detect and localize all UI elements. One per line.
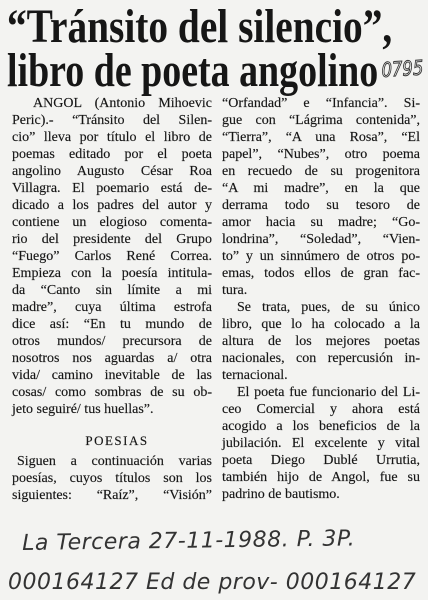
text-line: libro, que lo ha colocado a la xyxy=(222,317,420,332)
text-line: madre”, cuya última estrofa xyxy=(12,300,212,315)
text-line: “A mi madre”, en la que xyxy=(222,181,420,196)
text-line: “Tierra”, “A una Rosa”, “El xyxy=(222,130,420,145)
text-line: Se trata, pues, de su único xyxy=(237,300,420,315)
text-line: “Fuego” Carlos René Correa. xyxy=(12,249,212,264)
text-line: Empieza con la poesía intitula- xyxy=(12,266,212,281)
text-line: papel”, “Nubes”, otro poema xyxy=(222,147,420,162)
text-line: “Orfandad” e “Infancia”. Si- xyxy=(222,96,420,111)
article-paragraph xyxy=(12,95,212,418)
text-line: vida/ camino inevitable de las xyxy=(12,368,212,383)
text-line: nacionales, con repercusión in- xyxy=(222,351,420,366)
text-line: acogido a los beneficios de la xyxy=(222,419,420,434)
text-line: ANGOL (Antonio Mihoevic xyxy=(33,96,212,111)
article-paragraph xyxy=(222,299,420,384)
text-line: derrama todo su tesoro de xyxy=(222,198,420,213)
text-line: to” y un sinnúmero de otros po- xyxy=(222,249,420,264)
handwritten-archive-code: 000164127 Ed de prov- 000164127 xyxy=(8,570,417,595)
article-paragraph xyxy=(222,95,420,299)
text-line: El poeta fue funcionario del Li- xyxy=(237,385,420,400)
text-line: poeta Diego Dublé Urrutia, xyxy=(222,453,420,468)
section-subheading: POESIAS xyxy=(85,433,149,448)
text-line: Peric).- “Tránsito del Silen- xyxy=(12,113,212,128)
text-line: también hijo de Angol, fue su xyxy=(222,470,420,485)
text-line: Villagra. El poemario está de- xyxy=(12,181,212,196)
headline-line-1: “Tránsito del silencio”, xyxy=(7,0,393,53)
text-line: dice así: “En tu mundo de xyxy=(12,317,212,332)
article-paragraph xyxy=(222,384,420,503)
article-paragraph xyxy=(12,453,212,504)
text-line: poesías, cuyos títulos son los xyxy=(12,471,212,486)
text-line: amor hacia su madre; “Go- xyxy=(222,215,420,230)
text-line: angolino Augusto César Roa xyxy=(12,164,212,179)
text-line: emas, todos ellos de gran fac- xyxy=(222,266,420,281)
right-column xyxy=(222,95,420,503)
text-line: cosas/ como sombras de su ob- xyxy=(12,385,212,400)
text-line: gue con “Lágrima contenida”, xyxy=(222,113,420,128)
text-line: en recuedo de su progenitora xyxy=(222,164,420,179)
left-column xyxy=(12,95,212,504)
text-line: otros mundos/ precursora de xyxy=(12,334,212,349)
text-line: padrino de bautismo. xyxy=(222,487,340,502)
text-line: Siguen a continuación varias xyxy=(17,454,212,469)
text-line: rio del presidente del Grupo xyxy=(12,232,212,247)
text-line: nosotros nos aguardas a/ otra xyxy=(12,351,212,366)
text-line: da “Canto sin límite a mi xyxy=(12,283,212,298)
text-line: jeto seguiré/ tus huellas”. xyxy=(12,402,154,417)
handwritten-archive-number: 0795 xyxy=(381,55,424,82)
text-line: cio” lleva por título el libro de xyxy=(12,130,212,145)
handwritten-source-note: La Tercera 27-11-1988. P. 3P. xyxy=(22,526,356,556)
text-line: dicado a los padres del autor y xyxy=(12,198,212,213)
text-line: contiene un elogioso comenta- xyxy=(12,215,212,230)
text-line: poemas editado por el poeta xyxy=(12,147,212,162)
text-line: londrina”, “Soledad”, “Vien- xyxy=(222,232,420,247)
text-line: altura de los mejores poetas xyxy=(222,334,420,349)
text-line: siguientes: “Raíz”, “Visión” xyxy=(12,488,212,503)
text-line: jubilación. El excelente y vital xyxy=(222,436,420,451)
headline-line-2: libro de poeta angolino xyxy=(7,44,379,97)
text-line: ceo Comercial y ahora está xyxy=(222,402,420,417)
text-line: ternacional. xyxy=(222,368,288,383)
text-line: tura. xyxy=(222,283,248,298)
